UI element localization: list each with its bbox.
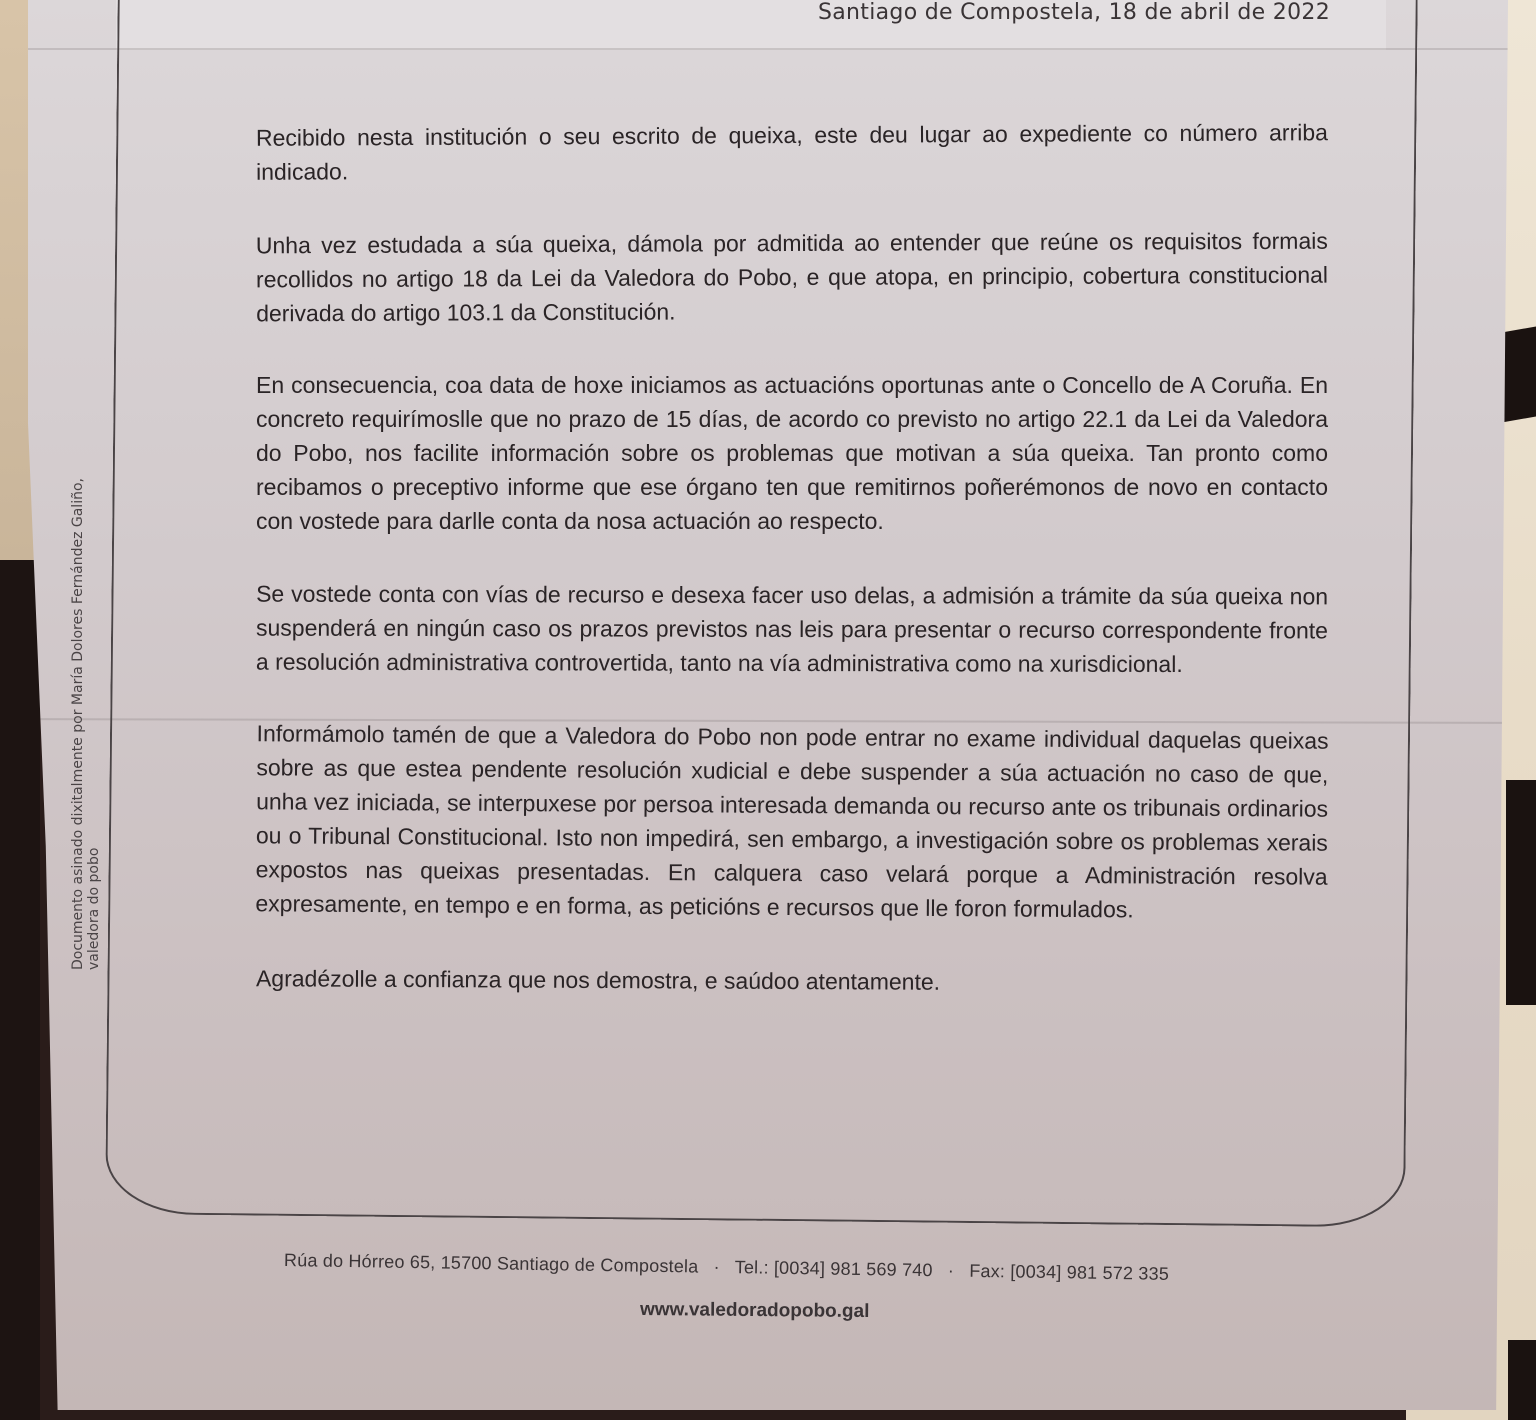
footer-fax: Fax: [0034] 981 572 335 (969, 1260, 1170, 1284)
paragraph-receipt: Recibido nesta institución o seu escrito de queixa, este deu lugar ao expediente co número arriba indicado. (255, 119, 1328, 185)
letter-body (256, 118, 1328, 1038)
paragraph-closing: Agradézolle a confianza que nos demostra, e saúdoo atentamente. (255, 965, 941, 995)
footer-separator: · (713, 1256, 721, 1277)
background-left-dark (0, 560, 40, 1420)
paragraph-actions: En consecuencia, coa data de hoxe iniciamos as actuacións oportunas ante o Concello de A Coruña. En concreto requirímoslle que no prazo de 15 días, de acordo co previsto no artigo 22.1 da Lei da Valedora do Pobo, nos facilite información sobre os problemas que motivan a súa queixa. Tan pronto como recibamos o preceptivo informe que ese órgano ten que remitirnos poñerémonos de novo en contacto con vostede para darlle conta da nosa actuación ao respecto. (256, 372, 1328, 534)
background-right-block (1508, 1340, 1536, 1420)
paragraph-judicial-limits: Informámolo tamén de que a Valedora do Pobo non pode entrar no exame individual daquelas queixas sobre as que estea pendente resolución xudicial e debe suspender a súa actuación no caso de que, unha vez iniciada, se interpuxese por persoa interesada demanda ou recurso ante os tribunais ordinarios ou o Tribunal Constitucional. Isto non impedirá, sen embargo, a investigación sobre os problemas xerais expostos nas queixas presentadas. En calquera caso velará porque a Administración resolva expresamente, en tempo e en forma, as peticións e recursos que lle foron formulados. (255, 720, 1329, 923)
paragraph-appeal-rights: Se vostede conta con vías de recurso e desexa facer uso delas, a admisión a trámite da súa queixa non suspenderá en ningún caso os prazos previstos nas leis para presentar o recurso correspondente fronte a resolución administrativa controvertida, tanto na vía administrativa como na xurisdicional. (255, 580, 1329, 678)
footer-address: Rúa do Hórreo 65, 15700 Santiago de Compostela (283, 1250, 699, 1277)
background-right-block (1506, 780, 1536, 1005)
signature-note-line: valedora do pobo (86, 847, 102, 970)
digital-signature-note (70, 410, 102, 970)
signature-note-line: Documento asinado dixitalmente por María Dolores Fernández Galiño, (70, 478, 86, 970)
paragraph-admission: Unha vez estudada a súa queixa, dámola por admitida ao entender que reúne os requisitos formais recollidos no artigo 18 da Lei da Valedora do Pobo, e que atopa, en principio, cobertura constitucional derivada do artigo 103.1 da Constitución. (255, 227, 1329, 327)
footer-separator: · (947, 1260, 955, 1281)
letter-date: Santiago de Compostela, 18 de abril de 2022 (818, 0, 1330, 25)
footer-phone: Tel.: [0034] 981 569 740 (734, 1257, 933, 1281)
footer-website: www.valedoradopobo.gal (639, 1298, 870, 1323)
